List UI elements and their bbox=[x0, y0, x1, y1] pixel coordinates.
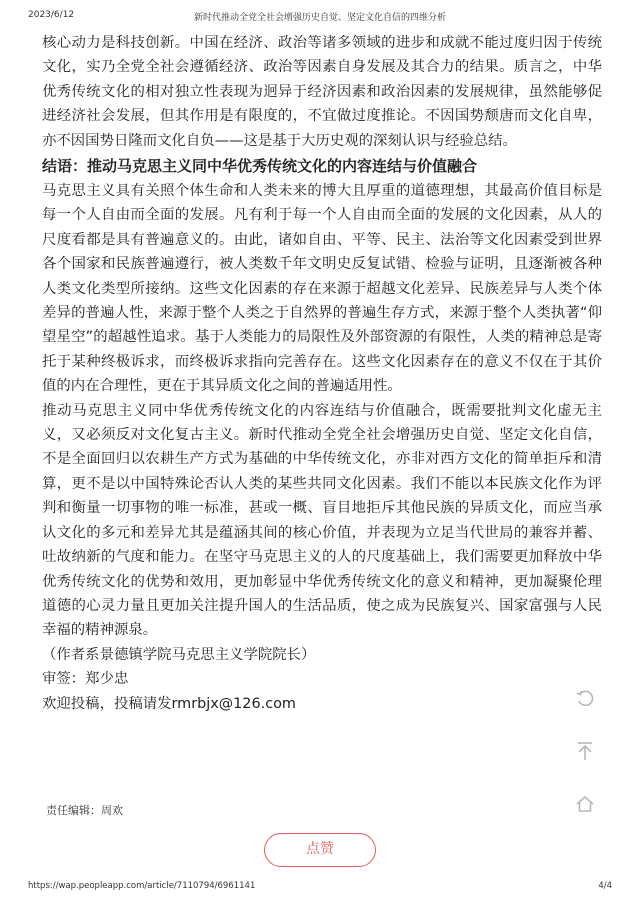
page-number: 4/4 bbox=[598, 881, 612, 891]
article-body bbox=[42, 31, 602, 716]
print-url: https://wap.peopleapp.com/article/7110794/6961141 bbox=[28, 881, 256, 891]
contribute-note: 欢迎投稿，投稿请发rmrbjx@126.com bbox=[42, 695, 296, 712]
article-paragraph: 推动马克思主义同中华优秀传统文化的内容连结与价值融合，既需要批判文化虚无主义，又必须反对文化复古主义。新时代推动全党全社会增强历史自觉、坚定文化自信，不是全面回归以农耕生产方式为基础的中华传统文化，亦非对西方文化的简单拒斥和清算，更不是以中国特殊论否认人类的某些共同文化因素。我们不能以本民族文化作为评判和衡量一切事物的唯一标准，甚或一概、盲目地拒斥其他民族的异质文化，而应当承认文化的多元和差异尤其是蕴涵其间的核心价值，并表现为立足当代世局的兼容并蓄、吐故纳新的气度和能力。在坚守马克思主义的人的尺度基础上，我们需要更加释放中华优秀传统文化的优势和效用，更加彰显中华优秀传统文化的意义和精神，更加凝聚伦理道德的心灵力量且更加关注提升国人的生活品质，使之成为民族复兴、国家富强与人民幸福的精神源泉。 bbox=[42, 402, 602, 639]
home-icon[interactable] bbox=[574, 793, 596, 815]
like-button[interactable]: 点赞 bbox=[264, 833, 376, 867]
print-title: 新时代推动全党全社会增强历史自觉、坚定文化自信的四维分析 bbox=[193, 13, 446, 23]
print-header bbox=[28, 10, 612, 24]
refresh-icon[interactable] bbox=[574, 688, 596, 710]
print-date: 2023/6/12 bbox=[28, 10, 75, 20]
section-heading: 结语：推动马克思主义同中华优秀传统文化的内容连结与价值融合 bbox=[42, 157, 478, 175]
print-footer bbox=[28, 881, 612, 893]
responsible-editor: 责任编辑：周欢 bbox=[46, 804, 123, 817]
article-paragraph: 马克思主义具有关照个体生命和人类未来的博大且厚重的道德理想，其最高价值目标是每一个人自由而全面的发展。凡有利于每一个人自由而全面的发展的文化因素，从人的尺度看都是具有普遍意义的。由此，诸如自由、平等、民主、法治等文化因素受到世界各个国家和民族普遍遵行，被人类数千年文明史反复试错、检验与证明，且逐渐被各种人类文化类型所接纳。这些文化因素的存在来源于超越文化差异、民族差异与人类个体差异的普遍人性，来源于整个人类之于自然界的普遍生存方式，来源于整个人类执著“仰望星空”的超越性追求。基于人类能力的局限性及外部资源的有限性，人类的精神总是寄托于某种终极诉求，而终极诉求指向完善存在。这些文化因素存在的意义不仅在于其价值的内在合理性，更在于其异质文化之间的普遍适用性。 bbox=[42, 183, 602, 395]
reviewer-note: 审签：郑少忠 bbox=[42, 671, 129, 688]
back-to-top-icon[interactable] bbox=[574, 740, 596, 762]
author-note: （作者系景德镇学院马克思主义学院院长） bbox=[42, 646, 316, 663]
article-paragraph: 核心动力是科技创新。中国在经济、政治等诸多领域的进步和成就不能过度归因于传统文化，实乃全党全社会遵循经济、政治等因素自身发展及其合力的结果。质言之，中华优秀传统文化的相对独立性表现为迥异于经济因素和政治因素的发展规律，虽然能够促进经济社会发展，但其作用是有限度的，不宜做过度推论。不因国势颓唐而文化自卑，亦不因国势日隆而文化自负——这是基于大历史观的深刻认识与经验总结。 bbox=[42, 35, 602, 149]
